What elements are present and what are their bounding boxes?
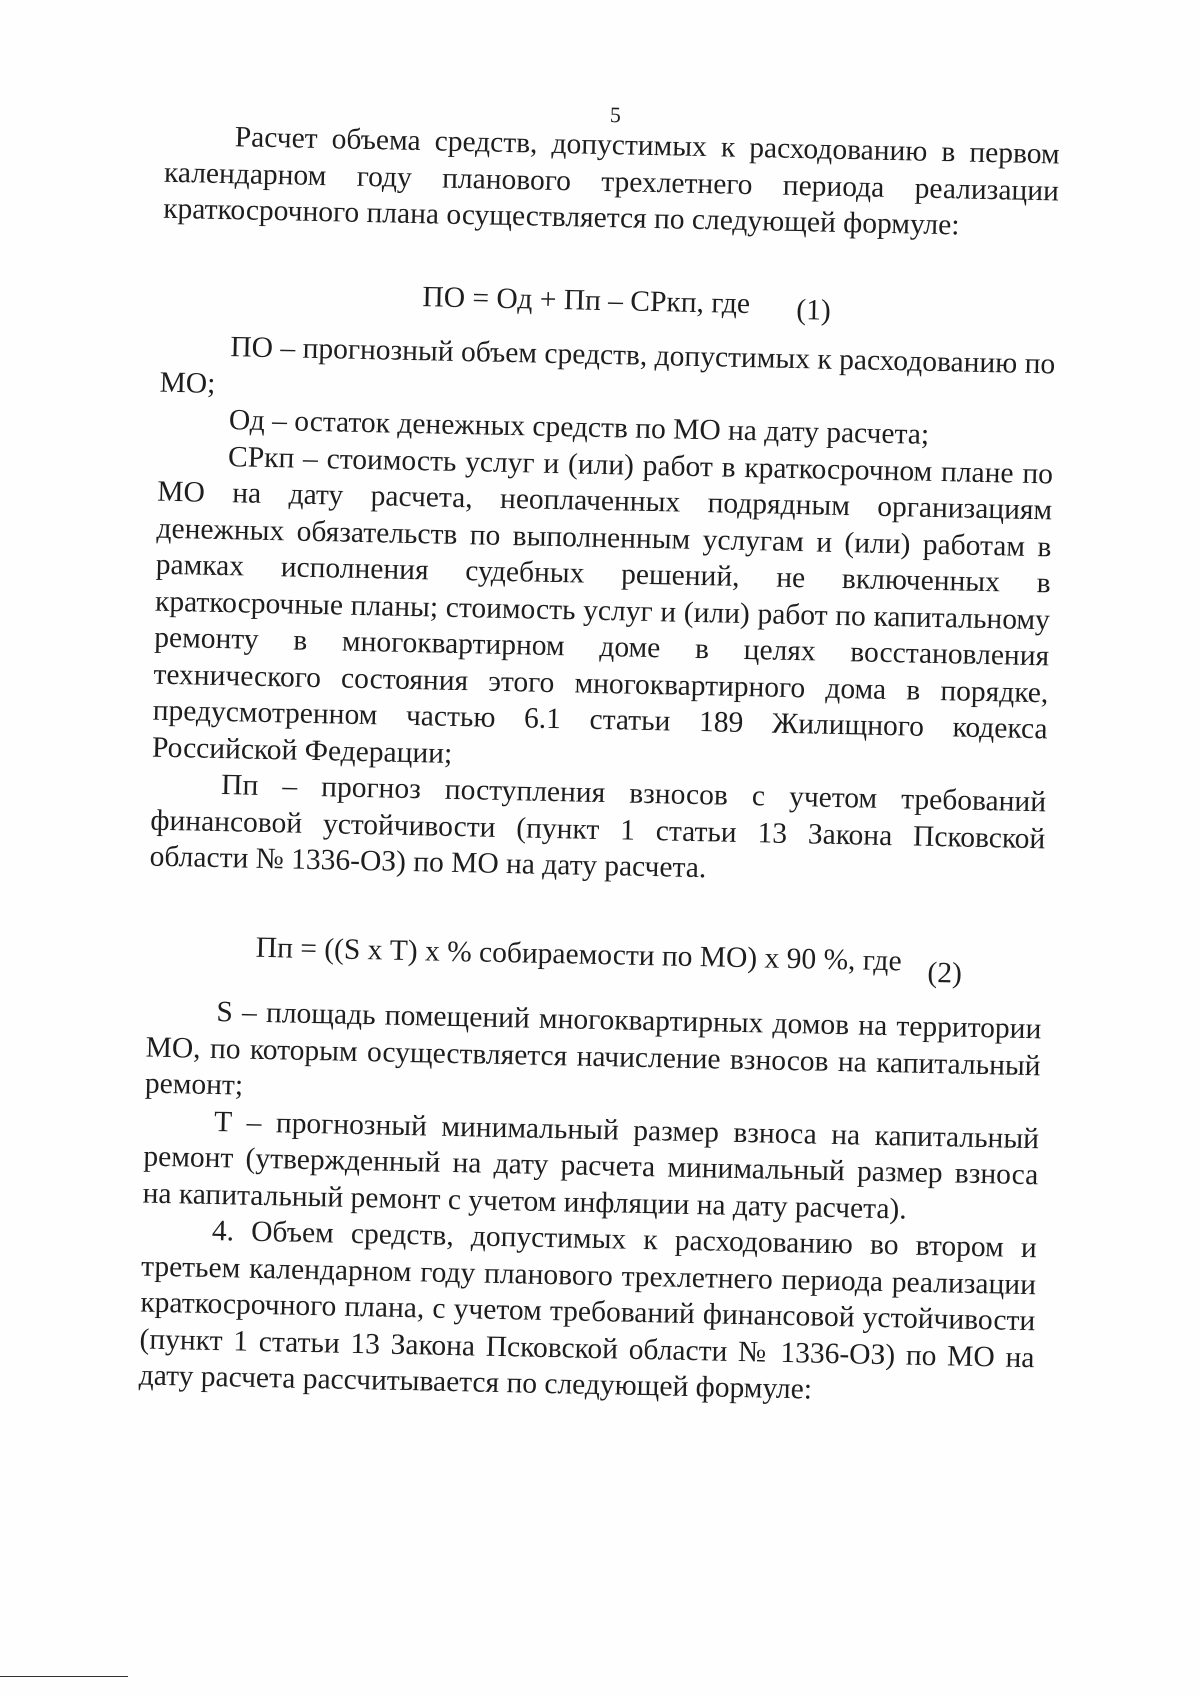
definition-pp: Пп – прогноз поступления взносов с учетом требований финансовой устойчивости (пункт 1 статьи 13 Закона Псковской области № 1336-ОЗ) по МО на дату расчета. [149,769,1047,885]
clause-4: 4. Объем средств, допустимых к расходованию во втором и третьем календарном году планового трехлетнего периода реализации краткосрочного плана, с учетом требований финансовой устойчивости (пункт 1 статьи 13 Закона Псковской области № 1336-ОЗ) по МО на дату расчета рассчитывается по следующей формуле: [138,1214,1038,1406]
definition-s: S – площадь помещений многоквартирных домов на территории МО, по которым осуществляется начисление взносов на капитальный ремонт; [144,996,1042,1102]
definition-srkp: СРкп – стоимость услуг и (или) работ в краткосрочном плане по МО на дату расчета, неоплаченных подрядным организациям денежных обязательств по выполненным услугам и (или) работам в рамках исполнения судебных решений, не включенных в краткосрочные планы; стоимость услуг и (или) работ по капитальному ремонту в многоквартирном доме в целях восстановления технического состояния этого многоквартирного дома в порядке, предусмотренном частью 6.1 статьи 189 Жилищного кодекса Российской Федерации; [151,440,1054,770]
intro-section [163,118,1060,246]
page-number: 5 [609,102,622,128]
definition-od: Од – остаток денежных средств по МО на дату расчета; [228,404,930,451]
formula-1-number-box [796,292,831,329]
footer-rule [0,1676,128,1677]
definitions-section-1 [149,328,1055,894]
definition-po: ПО – прогнозный объем средств, допустимых к расходованию по МО; [159,331,1056,400]
formula-2-expression: Пп = ((S х Т) х % собираемости по МО) х 90 %, где [255,931,902,978]
formula-2-number: (2) [927,956,963,990]
definition-t: Т – прогнозный минимальный размер взноса на капитальный ремонт (утвержденный на дату расчета минимальный размер взноса на капитальный ремонт с учетом инфляции на дату расчета). [142,1105,1040,1225]
formula-1-expression: ПО = Од + Пп – СРкп, где [422,281,751,321]
formula-1 [422,279,750,322]
definitions-section-2 [138,993,1041,1413]
intro-paragraph: Расчет объема средств, допустимых к расходованию в первом календарном году планового трехлетнего периода реализации краткосрочного плана осуществляется по следующей формуле: [162,121,1060,242]
formula-2 [255,930,902,980]
formula-2-number-box [927,955,962,992]
formula-1-number: (1) [795,293,832,327]
